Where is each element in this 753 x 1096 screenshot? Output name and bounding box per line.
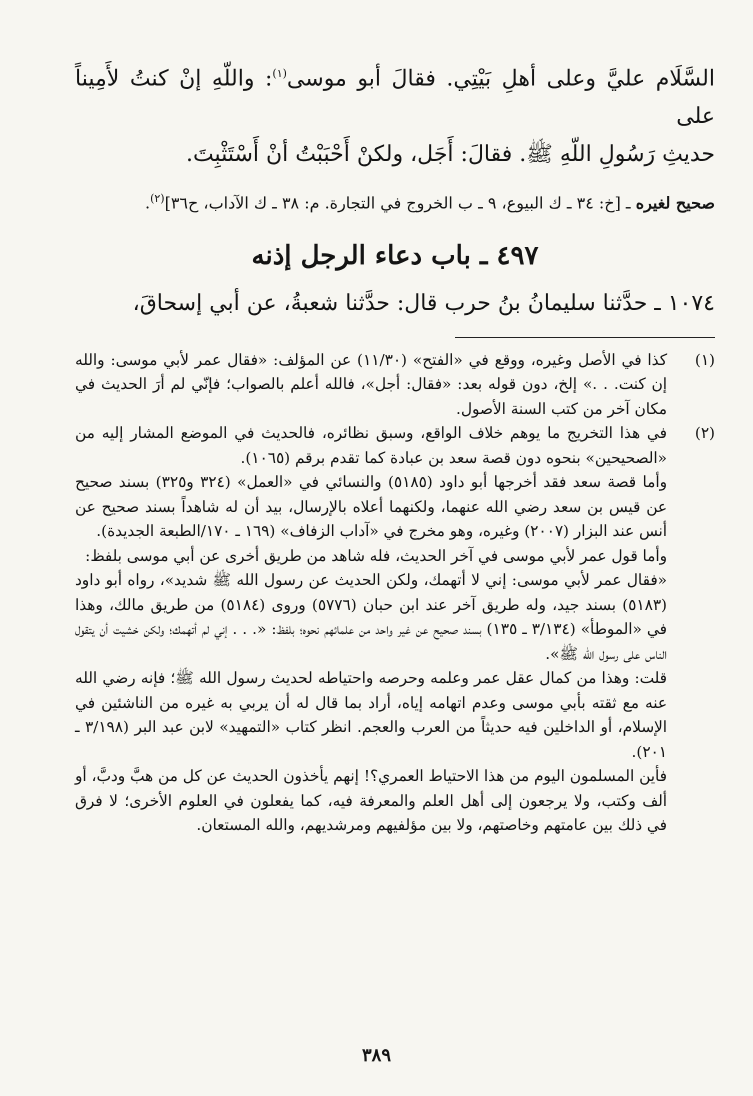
footnote-number: (٢) [694,424,715,443]
footnote-1 [75,348,715,422]
hadith-text: السَّلَام عليَّ وعلى أهلِ بَيْتِي. فقالَ أبو موسى [286,66,715,92]
page-number: ٣٨٩ [361,1045,391,1066]
footnotes [75,348,715,838]
hadith-opening: ١٠٧٤ ـ حدَّثنا سليمانُ بنُ حرب قال: حدَّثنا شعبةُ، عن أبي إسحاقَ، [132,290,715,316]
footnote-paragraph: فأين المسلمون اليوم من هذا الاحتياط العمري؟! إنهم يأخذون الحديث عن كل من هبَّ ودبَّ، أو ألف وكتب، ولا يرجعون إلى أهل العلم والمعرفة فيه، كما يفعلون في العلوم الأخرى؛ لا فرق في ذلك بين عامتهم وخاصتهم، ولا بين مؤلفيهم ومرشديهم، والله المستعان. [75,767,667,835]
hadith-text-line-2: حديثِ رَسُولِ اللّهِ ﷺ. فقالَ: أَجَل، ولكنْ أَحْبَبْتُ أنْ أَسْتَثْبِتَ. [185,142,715,168]
footnote-number: (١) [694,350,715,369]
footnote-paragraph: في هذا التخريج ما يوهم خلاف الواقع، وسبق نظائره، فالحديث في الموضع المشار إليه من «الصحيحين» بنحوه دون قصة سعد بن عبادة كما تقدم برقم (١٠٦٥). [75,424,667,467]
page-body [75,55,715,838]
takhrij-text: ـ [خ: ٣٤ ـ ك البيوع، ٩ ـ ب الخروج في التجارة. م: ٣٨ ـ ك الآداب، ح٣٦] [164,193,631,213]
footnote-paragraph: «فقال عمر لأبي موسى: إني لا أتهمك، ولكن الحديث عن رسول الله ﷺ شديد»، رواه أبو داود (٥١٨٣) بسند جيد، وله طريق آخر عند ابن حبان (٥٧٧٦) وروى (٥١٨٤) من طريق مالك، وهذا في «الموطأ» (٣/١٣٤ ـ ١٣٥) بسند صحيح عن غير واحد من علمائهم نحوه؛ بلفظ: «. . . إني لم أتهمك؛ ولكن خشيت أن يتقول الناس على رسول الله ﷺ». [75,571,668,663]
hadith-text-line-1 [75,55,715,136]
footnote-paragraph: وأما قول عمر لأبي موسى في آخر الحديث، فله شاهد من طريق أخرى عن أبي موسى بلفظ: [85,546,667,565]
takhrij [75,186,715,216]
hadith-text: : واللّهِ إنْ كنتُ لأَمِيناً على [75,66,715,130]
footnote-ref-2[interactable]: (٢) [150,192,165,206]
footnote-2 [75,421,715,838]
footnote-paragraph: كذا في الأصل وغيره، ووقع في «الفتح» (١١/٣٠) عن المؤلف: «فقال عمر لأبي موسى: والله إن كنت. . .» إلخ، دون قوله بعد: «فقال: أجل»، فالله أعلم بالصواب؛ فإنّي لم أرَ الحديث في مكان آخر من كتب السنة الأصول. [75,350,667,418]
footnote-paragraph: وأما قصة سعد فقد أخرجها أبو داود (٥١٨٥) والنسائي في «العمل» (٣٢٤ و٣٢٥) بسند صحيح عن قيس بن سعد رضي الله عنهما، ولكنهما أعلاه بالإرسال، بيد أن له شاهداً بسند صحيح عن أنس عند البزار (٢٠٠٧) وغيره، وهو مخرج في «آداب الزفاف» (١٦٩ ـ ١٧٠/الطبعة الجديدة). [75,473,667,541]
chapter-title: ٤٩٧ ـ باب دعاء الرجل إذنه [251,240,539,271]
footnote-separator [455,337,715,338]
takhrij-end: . [144,193,151,213]
grade-label: صحيح لغيره [635,193,715,213]
footnote-paragraph: قلت: وهذا من كمال عقل عمر وعلمه وحرصه واحتياطه لحديث رسول الله ﷺ؛ فإنه رضي الله عنه مع ثقته بأبي موسى وعدم اتهامه إياه، أراد بما قال له أن يربي به غيره من الناشئين في الإسلام، أو الداخلين فيه حديثاً من العرب والعجم. انظر كتاب «التمهيد» لابن عبد البر (٣/١٩٨ ـ ٢٠١). [75,669,667,761]
footnote-ref-1[interactable]: (١) [272,67,287,80]
